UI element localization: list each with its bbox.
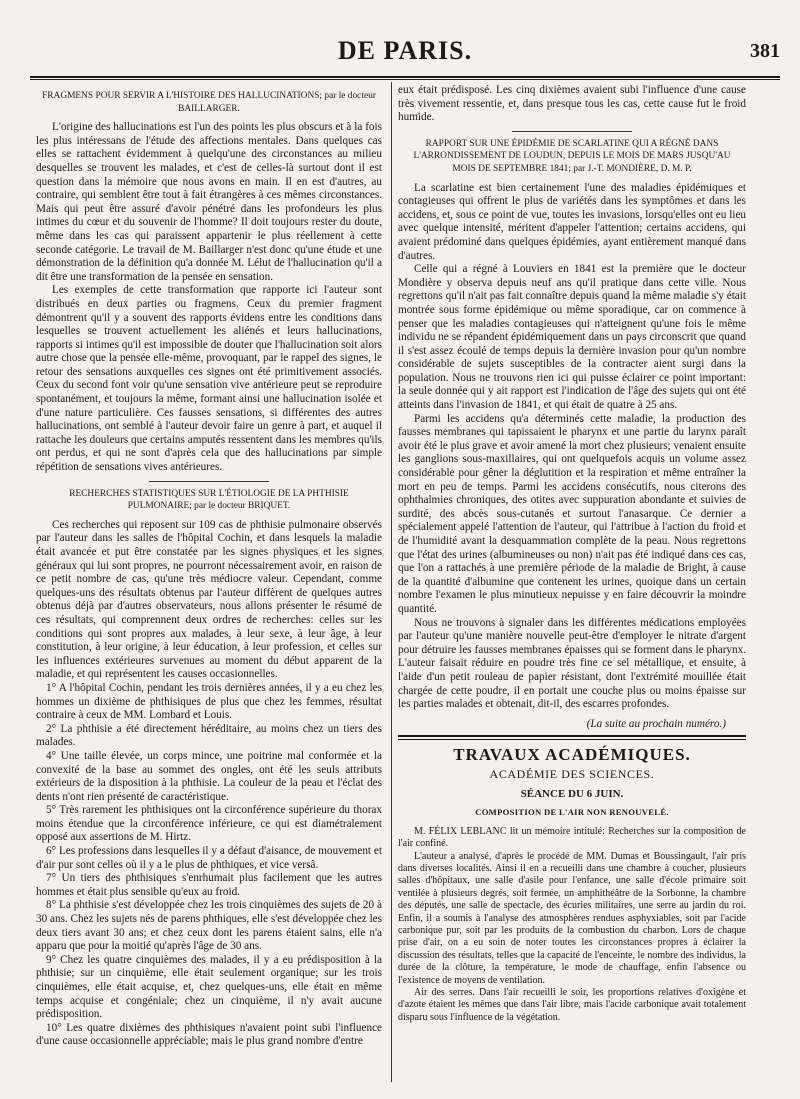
page-number: 381: [750, 40, 780, 62]
list-item: 8° La phthisie s'est développée chez les trois cinquièmes des sujets de 20 à 30 ans. Chez les sujets nés de parens phthiques, elle s'est développée chez les deux tiers avant 30 ans; et chez ceux dont les parens étaient sains, elle n'a apparu que pour la moitié qu'après l'âge de 30 ans.: [36, 899, 382, 953]
article-paragraph: L'auteur a analysé, d'après le procédé de MM. Dumas et Boussingault, l'air pris dans diverses localités. Ainsi il en a recueilli dans une chambre à coucher, plusieurs salles d'hôpitaux, une salle d'asile pour l'enfance, une salle d'école primaire soit ventilée à plusieurs degrés, soit fermée, un amphithéâtre de la Sorbonne, la chambre des députés, une salle de spectacle, des écuries militaires, une serre au jardin du roi. Enfin, il a soumis à l'analyse des atmosphères rendues asphyxiables, soit par l'acide carbonique pur, soit par les produits de la combustion du charbon. Lors de chaque prise d'air, on a eu soin de noter toutes les circonstances propres à éclairer la discussion des résultats, telles que la capacité de l'enceinte, le nombre des individus, la durée de la clôture, la température, le mode de chauffage, enfin l'absence ou l'existence de moyens de ventilation.: [398, 850, 746, 986]
article-paragraph: Nous ne trouvons à signaler dans les différentes médications employées par l'auteur qu'une manière nouvelle peut-être d'employer le nitrate d'argent pour détruire les fausses membranes épaisses qui se forment dans le pharynx. L'auteur faisait réduire en poudre très fine ce sel métallique, et ensuite, à l'aide d'un petit rouleau de papier résistant, dont l'extrémité mouillée était chargée de cette poudre, il en portait une couche plus ou moins épaisse sur les parties malades et obtenait, dit-il, des escarres profondes.: [398, 616, 746, 711]
article-paragraph: Air des serres. Dans l'air recueilli le soir, les proportions relatives d'oxigène et d'azote étaient les mêmes que dans l'air libre, mais l'acide carbonique avait totalement disparu sous l'influence de la végétation.: [398, 986, 746, 1023]
left-column: [36, 84, 382, 1092]
article-paragraph: Ces recherches qui reposent sur 109 cas de phthisie pulmonaire observés par l'auteur dans les salles de l'hôpital Cochin, et dans lesquels la maladie était avancée et put être constatée par les signes physiques et les signes généraux qui lui sont propres, ne pourront nécessairement avoir, en raison de ce petit nombre de cas, qu'une très médiocre valeur. Cependant, comme quelques-uns des résultats obtenus par l'auteur diffèrent de quelques autres obtenus déjà par d'autres observateurs, nous allons présenter le résumé de ces résultats, qui comprennent deux ordres de recherches: celles sur les conditions qui sont propres aux malades, à leur sexe, à leur âge, à leur constitution, à leur origine, à leur éducation, à leur profession, et celles sur les influences extérieures survenues au moment du début apparent de la maladie, et qui représentent les causes occasionnelles.: [36, 518, 382, 681]
list-item: 1° A l'hôpital Cochin, pendant les trois dernières années, il y a eu chez les hommes un dixième de phthisiques de plus que chez les femmes, résultat contraire à ceux de MM. Lombard et Louis.: [36, 681, 382, 722]
section-title: TRAVAUX ACADÉMIQUES.: [453, 745, 691, 765]
topic-heading: COMPOSITION DE L'AIR NON RENOUVELÉ.: [475, 807, 669, 818]
list-item: 10° Les quatre dixièmes des phthisiques n'avaient point subi l'influence d'une cause occasionnelle appréciable; mais le plus grand nombre d'entre: [36, 1021, 382, 1048]
list-item: 2° La phthisie a été directement héréditaire, au moins chez un tiers des malades.: [36, 722, 382, 749]
article-paragraph: L'origine des hallucinations est l'un des points les plus obscurs et à la fois les plus intéressans de l'étude des affections mentales. Dans quelques cas elles se rattachent évidemment à quelqu'une des circonstances au milieu desquelles se trouvent les malades, et c'est de celles-là surtout dont il est question dans la mémoire que nous avons en main. Il en est d'autres, au contraire, qui semblent être tout à fait étrangères à ces mêmes circonstances. Mais qui peut être assuré d'avoir pénétré dans les profondeurs les plus intimes du cœur et du souvenir de l'homme? Il doit toujours rester du doute, même dans les cas qui paraissent appartenir le plus réellement à cette seconde catégorie. Le travail de M. Baillarger n'est donc qu'une étude et une démonstration de la définition qu'a donnée M. Lélut de l'hallucination qu'il a dit être une transformation de la pensée en sensation.: [36, 121, 382, 283]
article-paragraph: La scarlatine est bien certainement l'une des maladies épidémiques et contagieuses qui offrent le plus de variétés dans les symptômes et dans les accidens, et, sous ce point de vue, toutes les invasions, lorsqu'elles ont eu lieu avec quelque intensité, méritent d'appeler l'attention; certains accidens, qui avaient prédominé dans quelques épidémies, ayant entièrement manqué dans d'autres.: [398, 181, 746, 262]
running-head: [30, 30, 780, 70]
section-rule-thin: [398, 739, 746, 740]
section-rule: [398, 735, 746, 737]
article-heading-hallucinations: FRAGMENS POUR SERVIR A L'HISTOIRE DES HALLUCINATIONS; par le docteur BAILLARGER.: [42, 91, 376, 114]
article-paragraph: Celle qui a régné à Louviers en 1841 est la première que le docteur Mondière y observa depuis neuf ans qu'il pratique dans cette ville. Nous regrettons qu'il n'ait pas fait connaître depuis quand la même maladie s'y était montrée sous forme épidémique ou même sporadique, car on commence à penser que les maladies contagieuses qui n'atteignent qu'une fois le même individu ne se répandent épidémiquement dans un pays circonscrit que quand il s'est assez écoulé de temps depuis la dernière invasion pour qu'un nombre considérable de sujets susceptibles de la contracter aient surgi dans la population. Nous ne trouvons rien ici qui puisse éclairer ce point important: la seule donnée qui y ait rapport est l'indication de l'âge des sujets qui ont été atteints dans l'invasion de 1841, et qui était de quatre à 25 ans.: [398, 263, 746, 412]
article-continuation: eux était prédisposé. Les cinq dixièmes avaient subi l'influence d'une cause très vivement ressentie, et, dans presque tous les cas, cette cause fut le froid humide.: [398, 84, 746, 124]
article-paragraph: Parmi les accidens qu'a déterminés cette maladie, la production des fausses membranes qui tapissaient le pharynx et une partie du larynx paraît avoir été le plus grave et avoir amené la mort chez plusieurs; venaient ensuite les ganglions sous-maxillaires, qui ont quelquefois acquis un volume assez considérable pour gêner la déglutition et la respiration et même entraîner la mort en peu de temps. Parmi les accidens consécutifs, nous citerons des ophthalmies chroniques, des otites avec suppuration abondante et suivies de surdité, des abcès sous-cutanés et surtout l'anasarque. Ce dernier a spécialement appelé l'attention de l'auteur, qui l'attribue à l'action du froid et de l'humidité avant la desquammation complète de la peau. Nous regrettons que l'état des urines (albumineuses ou non) n'ait pas été indiqué dans ces cas, que l'on a rattachés à une première période de la maladie de Bright, à cause de la quantité d'albumine que contenent les urines, quoique dans un certain nombre l'examen le plus minutieux nepuisse y en faire découvrir la moindre quantité.: [398, 412, 746, 615]
list-item: 7° Un tiers des phthisiques s'enrhumait plus facilement que les autres hommes et était plus sensible qu'eux au froid.: [36, 872, 382, 898]
list-item: 6° Les professions dans lesquelles il y a défaut d'aisance, de mouvement et d'air pur sont celles où il y a le plus de phthiques, et vice versâ.: [36, 845, 382, 871]
list-item: 9° Chez les quatre cinquièmes des malades, il y a eu prédisposition à la phthisie; sur un cinquième, elle était seulement organique; sur les trois cinquièmes, elle était acquise, et, chez quelques-uns, elle était en même temps acquise et congéniale; chez un cinquième, il n'y avait aucune prédisposition.: [36, 953, 382, 1021]
findings-list: [36, 682, 382, 1049]
header-rule: [30, 76, 780, 78]
article-paragraph: Les exemples de cette transformation que rapporte ici l'auteur sont distribués en deux parties ou fragmens. Ceux du premier fragment démontrent qu'il y a souvent des rapports évidens entre les conditions dans lesquelles se trouvent actuellement les aliénés et leurs hallucinations, rapports si intimes qu'il est impossible de douter que l'hallucination soit alors autre chose que la pensée elle-même, provoquant, par le rappel des signes, le retour des sensations auxquelles ces signes ont été primitivement associés. Ceux du second font voir qu'une sensation vive antérieure peut se reproduire spontanément, et toujours la même, formant ainsi une hallucination isolée et d'une nature particulière. Ces fausses sensations, si différentes des autres hallucinations, ont semblé à l'auteur devoir faire un genre à part, et auquel il rattache les douleurs que certains amputés ressentent dans les membres qu'ils ont perdus, et qui ne sont d'après cela que des hallucinations par simple répétition de sensations vives antérieures.: [36, 284, 382, 474]
list-item: 4° Une taille élevée, un corps mince, une poitrine mal conformée et la convexité de la base au sommet des ongles, ont été les seuls attributs extérieurs de la disposition à la phthisie. La couleur de la peau et l'éclat des dents n'ont rien présenté de caractéristique.: [36, 749, 382, 803]
continuation-note: (La suite au prochain numéro.): [586, 717, 726, 730]
article-separator: [512, 131, 632, 132]
right-column: [398, 84, 746, 1092]
article-separator: [149, 481, 269, 482]
column-divider: [391, 82, 392, 1082]
article-paragraph: M. FÉLIX LEBLANC lit un mémoire intitulé: Recherches sur la composition de l'air confiné.: [398, 825, 746, 850]
page-title: DE PARIS.: [337, 36, 473, 65]
section-subtitle: ACADÉMIE DES SCIENCES.: [489, 766, 655, 781]
list-item: 5° Très rarement les phthisiques ont la circonférence supérieure du thorax moins étendue que la circonférence inférieure, ce qui est diamétralement opposé aux assertions de M. Hirtz.: [36, 804, 382, 844]
seance-date: SÉANCE DU 6 JUIN.: [520, 787, 624, 800]
article-heading-phthisie: RECHERCHES STATISTIQUES SUR L'ÉTIOLOGIE DE LA PHTHISIE PULMONAIRE; par le docteur BRIQUET.: [69, 488, 349, 512]
header-rule-thin: [30, 79, 780, 80]
article-heading-scarlatine: RAPPORT SUR UNE ÉPIDÉMIE DE SCARLATINE QUI A RÉGNÉ DANS L'ARRONDISSEMENT DE LOUDUN, DEPUIS LE MOIS DE MARS JUSQU'AU MOIS DE SEPTEMBRE 1841; par J.-T. MONDIÈRE, D. M. P.: [413, 138, 731, 174]
